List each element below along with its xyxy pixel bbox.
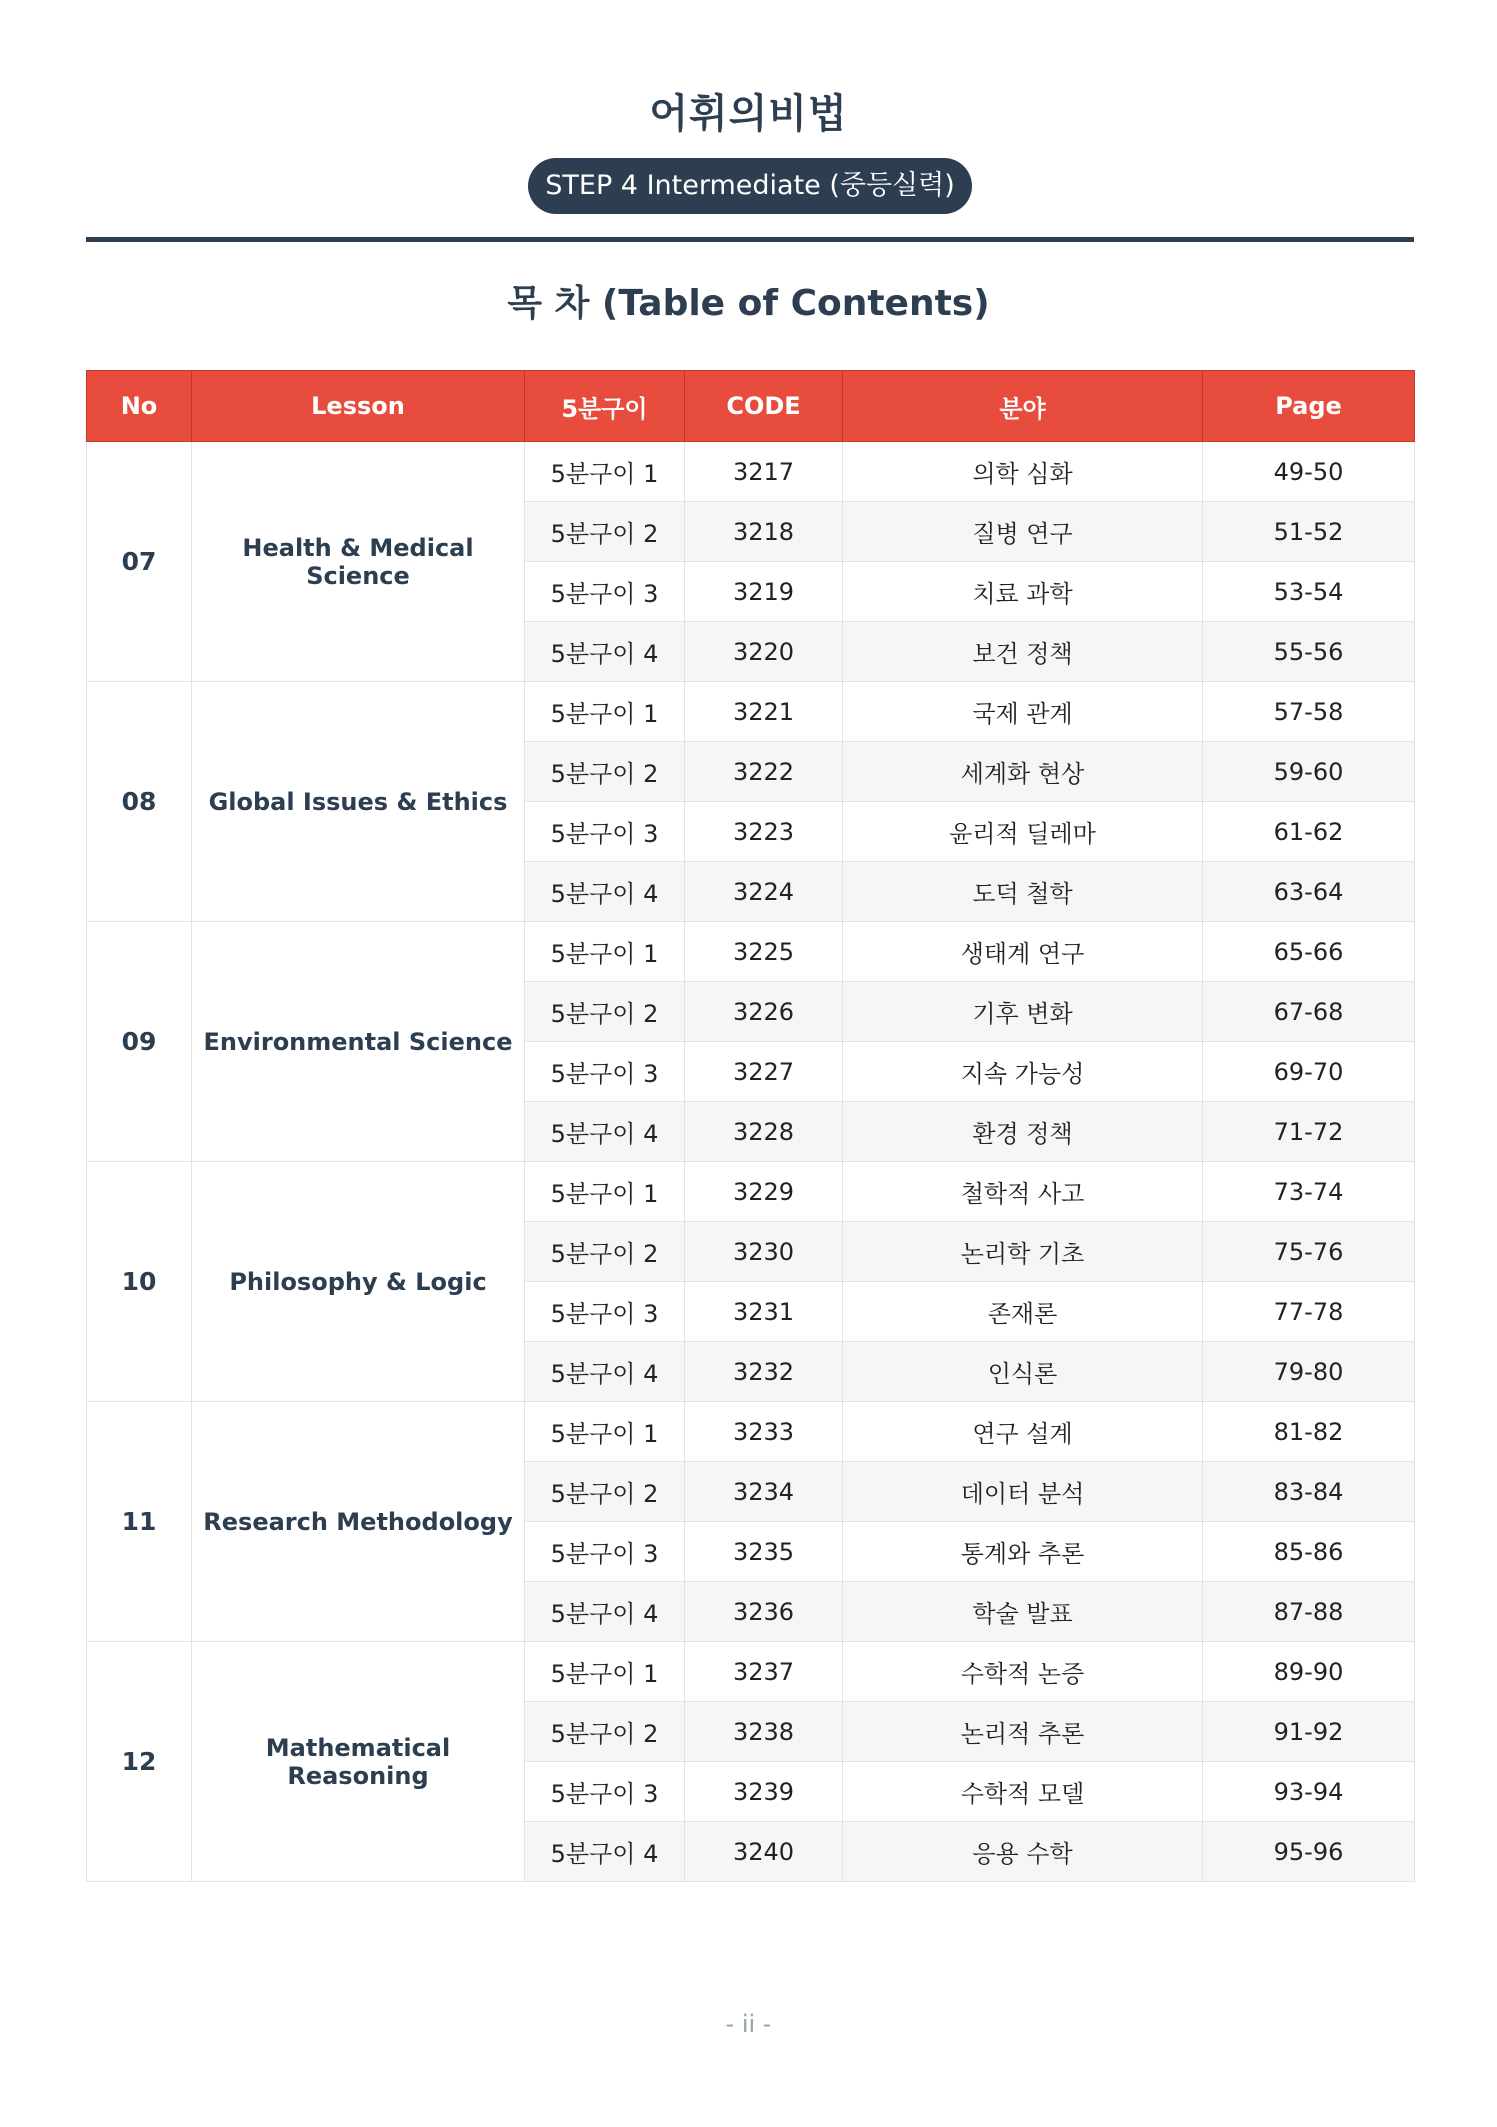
page-range-cell: 59-60 bbox=[1203, 742, 1415, 802]
code-cell: 3222 bbox=[685, 742, 843, 802]
field-cell: 의학 심화 bbox=[843, 442, 1203, 502]
page-range-cell: 63-64 bbox=[1203, 862, 1415, 922]
page-range-cell: 49-50 bbox=[1203, 442, 1415, 502]
page-range-cell: 57-58 bbox=[1203, 682, 1415, 742]
lesson-number: 12 bbox=[87, 1642, 192, 1882]
field-cell: 데이터 분석 bbox=[843, 1462, 1203, 1522]
toc-title: 목 차 (Table of Contents) bbox=[507, 283, 990, 324]
page-range-cell: 85-86 bbox=[1203, 1522, 1415, 1582]
code-cell: 3240 bbox=[685, 1822, 843, 1882]
page-range-cell: 73-74 bbox=[1203, 1162, 1415, 1222]
code-cell: 3232 bbox=[685, 1342, 843, 1402]
sub-unit-cell: 5분구이 2 bbox=[525, 1462, 685, 1522]
sub-unit-cell: 5분구이 4 bbox=[525, 1822, 685, 1882]
lesson-title: Environmental Science bbox=[192, 922, 525, 1162]
code-cell: 3238 bbox=[685, 1702, 843, 1762]
code-cell: 3221 bbox=[685, 682, 843, 742]
sub-unit-cell: 5분구이 2 bbox=[525, 982, 685, 1042]
table-row bbox=[87, 1642, 1415, 1702]
sub-unit-cell: 5분구이 2 bbox=[525, 502, 685, 562]
sub-unit-cell: 5분구이 4 bbox=[525, 622, 685, 682]
field-cell: 지속 가능성 bbox=[843, 1042, 1203, 1102]
field-cell: 국제 관계 bbox=[843, 682, 1203, 742]
page-range-cell: 71-72 bbox=[1203, 1102, 1415, 1162]
sub-unit-cell: 5분구이 4 bbox=[525, 1342, 685, 1402]
lesson-title: Research Methodology bbox=[192, 1402, 525, 1642]
code-cell: 3229 bbox=[685, 1162, 843, 1222]
header-sub-unit: 5분구이 bbox=[525, 371, 685, 442]
field-cell: 학술 발표 bbox=[843, 1582, 1203, 1642]
field-cell: 철학적 사고 bbox=[843, 1162, 1203, 1222]
toc-table-body bbox=[87, 442, 1415, 1882]
code-cell: 3217 bbox=[685, 442, 843, 502]
code-cell: 3220 bbox=[685, 622, 843, 682]
field-cell: 도덕 철학 bbox=[843, 862, 1203, 922]
page-range-cell: 51-52 bbox=[1203, 502, 1415, 562]
header-divider bbox=[86, 237, 1414, 242]
sub-unit-cell: 5분구이 4 bbox=[525, 1102, 685, 1162]
page-range-cell: 91-92 bbox=[1203, 1702, 1415, 1762]
sub-unit-cell: 5분구이 3 bbox=[525, 562, 685, 622]
page-number: - ii - bbox=[725, 2010, 772, 2038]
sub-unit-cell: 5분구이 3 bbox=[525, 1762, 685, 1822]
sub-unit-cell: 5분구이 2 bbox=[525, 1702, 685, 1762]
page-range-cell: 77-78 bbox=[1203, 1282, 1415, 1342]
lesson-title: Philosophy & Logic bbox=[192, 1162, 525, 1402]
page-range-cell: 67-68 bbox=[1203, 982, 1415, 1042]
sub-unit-cell: 5분구이 1 bbox=[525, 1402, 685, 1462]
code-cell: 3233 bbox=[685, 1402, 843, 1462]
page-range-cell: 83-84 bbox=[1203, 1462, 1415, 1522]
code-cell: 3239 bbox=[685, 1762, 843, 1822]
code-cell: 3234 bbox=[685, 1462, 843, 1522]
table-row bbox=[87, 682, 1415, 742]
header-page: Page bbox=[1203, 371, 1415, 442]
code-cell: 3235 bbox=[685, 1522, 843, 1582]
page-range-cell: 87-88 bbox=[1203, 1582, 1415, 1642]
field-cell: 응용 수학 bbox=[843, 1822, 1203, 1882]
page-range-cell: 75-76 bbox=[1203, 1222, 1415, 1282]
field-cell: 논리학 기초 bbox=[843, 1222, 1203, 1282]
sub-unit-cell: 5분구이 3 bbox=[525, 1282, 685, 1342]
page-range-cell: 55-56 bbox=[1203, 622, 1415, 682]
toc-table bbox=[86, 370, 1415, 1882]
code-cell: 3237 bbox=[685, 1642, 843, 1702]
field-cell: 윤리적 딜레마 bbox=[843, 802, 1203, 862]
lesson-number: 08 bbox=[87, 682, 192, 922]
header-row bbox=[87, 371, 1415, 442]
page-range-cell: 53-54 bbox=[1203, 562, 1415, 622]
lesson-number: 07 bbox=[87, 442, 192, 682]
header-field: 분야 bbox=[843, 371, 1203, 442]
code-cell: 3224 bbox=[685, 862, 843, 922]
field-cell: 보건 정책 bbox=[843, 622, 1203, 682]
table-row bbox=[87, 442, 1415, 502]
page-range-cell: 65-66 bbox=[1203, 922, 1415, 982]
page-range-cell: 69-70 bbox=[1203, 1042, 1415, 1102]
field-cell: 기후 변화 bbox=[843, 982, 1203, 1042]
page-range-cell: 93-94 bbox=[1203, 1762, 1415, 1822]
lesson-title: Mathematical Reasoning bbox=[192, 1642, 525, 1882]
lesson-title: Health & Medical Science bbox=[192, 442, 525, 682]
toc-table-header bbox=[87, 371, 1415, 442]
code-cell: 3227 bbox=[685, 1042, 843, 1102]
table-row bbox=[87, 1162, 1415, 1222]
sub-unit-cell: 5분구이 1 bbox=[525, 442, 685, 502]
field-cell: 인식론 bbox=[843, 1342, 1203, 1402]
book-title: 어휘의비법 bbox=[649, 91, 848, 137]
sub-unit-cell: 5분구이 1 bbox=[525, 1642, 685, 1702]
code-cell: 3226 bbox=[685, 982, 843, 1042]
page-range-cell: 89-90 bbox=[1203, 1642, 1415, 1702]
sub-unit-cell: 5분구이 4 bbox=[525, 1582, 685, 1642]
page-range-cell: 79-80 bbox=[1203, 1342, 1415, 1402]
lesson-number: 11 bbox=[87, 1402, 192, 1642]
field-cell: 논리적 추론 bbox=[843, 1702, 1203, 1762]
page-range-cell: 61-62 bbox=[1203, 802, 1415, 862]
lesson-number: 10 bbox=[87, 1162, 192, 1402]
sub-unit-cell: 5분구이 3 bbox=[525, 1042, 685, 1102]
field-cell: 통계와 추론 bbox=[843, 1522, 1203, 1582]
sub-unit-cell: 5분구이 1 bbox=[525, 1162, 685, 1222]
code-cell: 3223 bbox=[685, 802, 843, 862]
field-cell: 세계화 현상 bbox=[843, 742, 1203, 802]
header-no: No bbox=[87, 371, 192, 442]
sub-unit-cell: 5분구이 1 bbox=[525, 682, 685, 742]
sub-unit-cell: 5분구이 2 bbox=[525, 1222, 685, 1282]
field-cell: 생태계 연구 bbox=[843, 922, 1203, 982]
lesson-title: Global Issues & Ethics bbox=[192, 682, 525, 922]
field-cell: 연구 설계 bbox=[843, 1402, 1203, 1462]
field-cell: 질병 연구 bbox=[843, 502, 1203, 562]
code-cell: 3218 bbox=[685, 502, 843, 562]
code-cell: 3230 bbox=[685, 1222, 843, 1282]
field-cell: 환경 정책 bbox=[843, 1102, 1203, 1162]
code-cell: 3225 bbox=[685, 922, 843, 982]
code-cell: 3219 bbox=[685, 562, 843, 622]
table-row bbox=[87, 1402, 1415, 1462]
sub-unit-cell: 5분구이 1 bbox=[525, 922, 685, 982]
code-cell: 3228 bbox=[685, 1102, 843, 1162]
page-range-cell: 95-96 bbox=[1203, 1822, 1415, 1882]
code-cell: 3231 bbox=[685, 1282, 843, 1342]
field-cell: 수학적 논증 bbox=[843, 1642, 1203, 1702]
header-code: CODE bbox=[685, 371, 843, 442]
sub-unit-cell: 5분구이 3 bbox=[525, 1522, 685, 1582]
field-cell: 수학적 모델 bbox=[843, 1762, 1203, 1822]
field-cell: 존재론 bbox=[843, 1282, 1203, 1342]
header-lesson: Lesson bbox=[192, 371, 525, 442]
step-badge: STEP 4 Intermediate (중등실력) bbox=[528, 158, 972, 214]
sub-unit-cell: 5분구이 2 bbox=[525, 742, 685, 802]
sub-unit-cell: 5분구이 3 bbox=[525, 802, 685, 862]
lesson-number: 09 bbox=[87, 922, 192, 1162]
sub-unit-cell: 5분구이 4 bbox=[525, 862, 685, 922]
field-cell: 치료 과학 bbox=[843, 562, 1203, 622]
table-row bbox=[87, 922, 1415, 982]
page-range-cell: 81-82 bbox=[1203, 1402, 1415, 1462]
code-cell: 3236 bbox=[685, 1582, 843, 1642]
